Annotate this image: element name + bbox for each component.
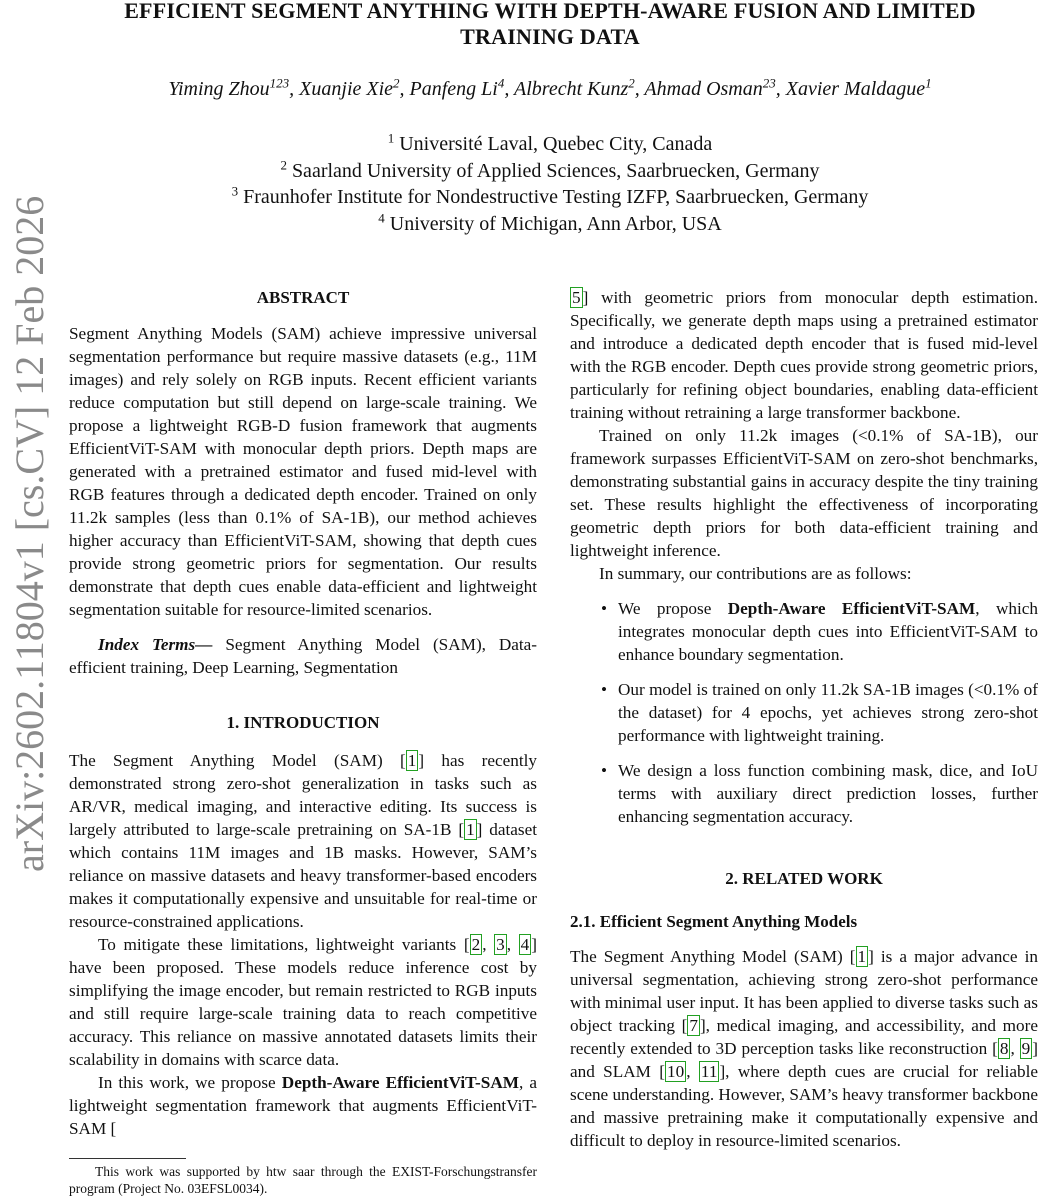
citation-link[interactable]: 1 bbox=[857, 947, 867, 966]
intro-paragraph: Trained on only 11.2k images (<0.1% of SA-1B), our framework surpasses EfficientViT-SAM on zero-shot benchmarks, demonstrating substantial gains in accuracy despite the tiny training set. These results highlight the effectiveness of incorporating geometric depth priors for both data-efficient training and lightweight inference. bbox=[570, 426, 1038, 560]
list-item: • Our model is trained on only 11.2k SA-1B images (<0.1% of the dataset) for 4 epochs, yet achieves strong zero-shot performance with lightweight training. bbox=[601, 680, 1038, 745]
citation-link[interactable]: 10 bbox=[667, 1062, 685, 1081]
intro-paragraph: In summary, our contributions are as follows: bbox=[599, 564, 912, 583]
author: Yiming Zhou bbox=[168, 78, 270, 100]
intro-paragraph: In this work, we propose Depth-Aware EfficientViT-SAM, a lightweight segmentation framework that augments EfficientViT-SAM [ bbox=[69, 1073, 538, 1138]
contribution-list bbox=[570, 597, 1038, 828]
citation-link[interactable]: 3 bbox=[496, 935, 505, 954]
citation-link[interactable]: 7 bbox=[689, 1016, 698, 1035]
affiliation: $^4$ University of Michigan, Ann Arbor, USA bbox=[378, 210, 722, 236]
author: Xavier Maldague bbox=[785, 78, 926, 100]
index-terms: Index Terms— Segment Anything Model (SAM), Data-efficient training, Deep Learning, Segmentation bbox=[69, 635, 538, 677]
affiliation: $^1$ Université Laval, Quebec City, Canada bbox=[387, 130, 713, 155]
citation-link[interactable]: 8 bbox=[999, 1039, 1009, 1058]
affiliation: $^2$ Saarland University of Applied Sciences, Saarbruecken, Germany bbox=[280, 157, 820, 182]
left-column bbox=[69, 286, 537, 1140]
citation-link[interactable]: 1 bbox=[466, 820, 475, 839]
citation-link[interactable]: 11 bbox=[700, 1062, 718, 1081]
intro-heading: 1. INTRODUCTION bbox=[226, 713, 380, 732]
author: Albrecht Kunz bbox=[514, 78, 629, 100]
subsection-heading: 2.1. Efficient Segment Anything Models bbox=[570, 912, 858, 931]
paper-title: EFFICIENT SEGMENT ANYTHING WITH DEPTH-AWARE FUSION AND LIMITED TRAINING DATA bbox=[124, 0, 976, 49]
right-column bbox=[570, 286, 1038, 1152]
intro-paragraph: To mitigate these limitations, lightweight variants [ 2 , 3 , 4 ] have been proposed. These models reduce inference cost by simplifying the image encoder, but remain restricted to RGB inputs and still require large-scale training data to reach competitive accuracy. This reliance on massive annotated datasets limits their scalability in domains with scarce data. bbox=[69, 935, 537, 1069]
affiliation: $^3$ Fraunhofer Institute for Nondestructive Testing IZFP, Saarbruecken, Germany bbox=[231, 183, 869, 209]
related-paragraph: The Segment Anything Model (SAM) [ 1 ] is a major advance in universal segmentation, achieving strong zero-shot performance with minimal user input. It has been applied to diverse tasks such as object tracking [ 7 ], medical imaging, and accessibility, and more recently extended to 3D perception tasks like reconstruction [ 8 , 9 ] and SLAM [ 10 , 11 ], where depth cues are crucial for reliable scene understanding. However, SAM’s heavy transformer backbone and massive pretraining make it computationally expensive and difficult to deploy in resource-limited scenarios. bbox=[570, 947, 1038, 1150]
abstract-heading: ABSTRACT bbox=[256, 288, 350, 307]
author-list: Yiming Zhou$^{123}$, Xuanjie Xie$^2$, Panfeng Li$^4$, Albrecht Kunz$^2$, Ahmad Osman$^{23}$, Xavier Maldague$^1$ bbox=[168, 75, 932, 100]
citation-link[interactable]: 5 bbox=[572, 288, 581, 307]
footnote-rule bbox=[69, 1158, 186, 1159]
author: Panfeng Li bbox=[409, 78, 498, 100]
author: Ahmad Osman bbox=[644, 78, 763, 100]
arxiv-stamp: arXiv:2602.11804v1 [cs.CV] 12 Feb 2026 bbox=[7, 195, 52, 872]
list-item: • We design a loss function combining mask, dice, and IoU terms with auxiliary direct prediction losses, further enhancing segmentation accuracy. bbox=[601, 761, 1038, 826]
citation-link[interactable]: 1 bbox=[407, 751, 417, 770]
affiliation-list bbox=[80, 131, 1020, 238]
citation-link[interactable]: 4 bbox=[520, 935, 530, 954]
abstract-text: Segment Anything Models (SAM) achieve impressive universal segmentation performance but require massive datasets (e.g., 11M images) and rely solely on RGB inputs. Recent efficient variants reduce computation but still depend on large-scale training. We propose a lightweight RGB-D fusion framework that augments EfficientViT-SAM with monocular depth priors. Depth maps are generated with a pretrained estimator and fused mid-level with RGB features through a dedicated depth encoder. Trained on only 11.2k samples (less than 0.1% of SA-1B), our method achieves higher accuracy than EfficientViT-SAM, showing that depth cues provide strong geometric priors for segmentation. Our results demonstrate that depth cues enable data-efficient and lightweight segmentation suitable for resource-limited scenarios. bbox=[69, 324, 537, 619]
citation-link[interactable]: 2 bbox=[471, 935, 481, 954]
footnote: This work was supported by htw saar through the EXIST-Forschungstransfer program (Project No. 03EFSL0034). bbox=[69, 1164, 537, 1196]
related-work-heading: 2. RELATED WORK bbox=[725, 869, 883, 888]
author: Xuanjie Xie bbox=[299, 78, 394, 100]
list-item: • We propose Depth-Aware EfficientViT-SAM, which integrates monocular depth cues into EfficientViT-SAM to enhance boundary segmentation. bbox=[601, 599, 1038, 664]
intro-paragraph: The Segment Anything Model (SAM) [ 1 ] has recently demonstrated strong zero-shot generalization in tasks such as AR/VR, medical imaging, and interactive editing. Its success is largely attributed to large-scale pretraining on SA-1B [ 1 ] dataset which contains 11M images and 1B masks. However, SAM’s reliance on massive datasets and heavy transformer-based encoders makes it computationally expensive and unsuitable for real-time or resource-constrained applications. bbox=[69, 751, 538, 931]
intro-paragraph-continued: 5 ] with geometric priors from monocular depth estimation. Specifically, we generate depth maps using a pretrained estimator and introduce a dedicated depth encoder that is fused mid-level with the RGB encoder. Depth cues provide strong geometric priors, particularly for refining object boundaries, enabling data-efficient training without retraining a large transformer backbone. bbox=[570, 288, 1038, 422]
citation-link[interactable]: 9 bbox=[1021, 1039, 1031, 1058]
